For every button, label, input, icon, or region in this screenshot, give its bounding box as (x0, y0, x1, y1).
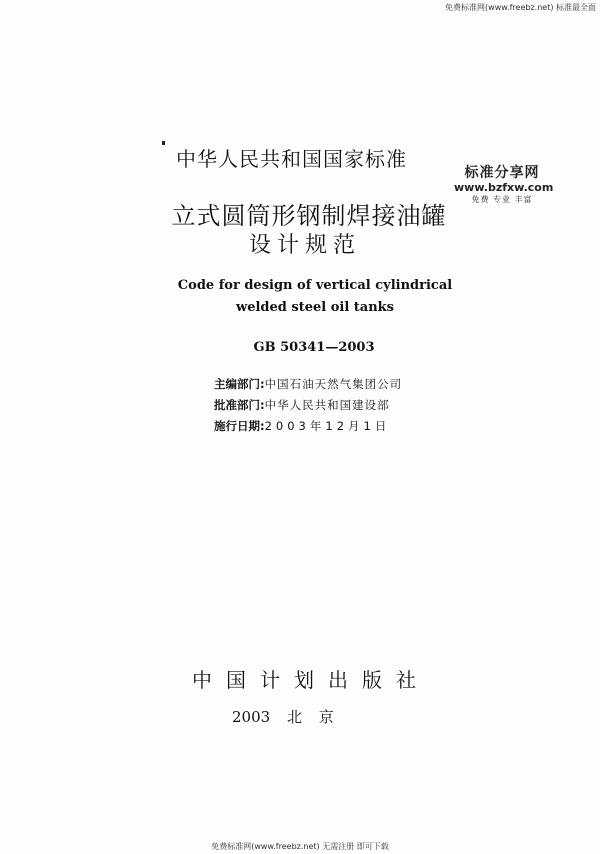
scan-speck (162, 141, 165, 145)
stamp-url: www.bzfxw.com (454, 181, 554, 194)
publication-city: 北 京 (286, 708, 334, 726)
document-title-line2: 设计规范 (248, 233, 361, 258)
approver-value: 中华人民共和国建设部 (264, 398, 390, 412)
publication-place (232, 706, 334, 727)
effective-date-label: 施行日期: (214, 419, 265, 433)
publisher-name: 中国计划出版社 (192, 668, 430, 692)
publication-year: 2003 (232, 708, 271, 726)
approver-row (214, 395, 402, 416)
document-metadata (214, 374, 402, 437)
editor-value: 中国石油天然气集团公司 (264, 377, 403, 391)
english-title-line1: Code for design of vertical cylindrical (177, 278, 453, 293)
effective-date-value: 2003年12月1日 (264, 419, 391, 433)
english-title-line2: welded steel oil tanks (236, 300, 394, 315)
document-title-line1: 立式圆筒形钢制焊接油罐 (171, 202, 447, 230)
effective-date-row (214, 416, 402, 437)
editor-row (214, 374, 402, 395)
editor-label: 主编部门: (214, 377, 265, 391)
approver-label: 批准部门: (214, 398, 265, 412)
stamp-slogan: 免费 专业 丰富 (471, 195, 533, 204)
stamp-title: 标准分享网 (464, 165, 540, 181)
top-watermark: 免费标准网(www.freebz.net) 标准最全面 (445, 3, 596, 12)
standard-number: GB 50341—2003 (253, 340, 375, 355)
bottom-watermark: 免费标准网(www.freebz.net) 无需注册 即可下载 (211, 842, 389, 851)
national-standard-heading: 中华人民共和国国家标准 (176, 147, 407, 171)
